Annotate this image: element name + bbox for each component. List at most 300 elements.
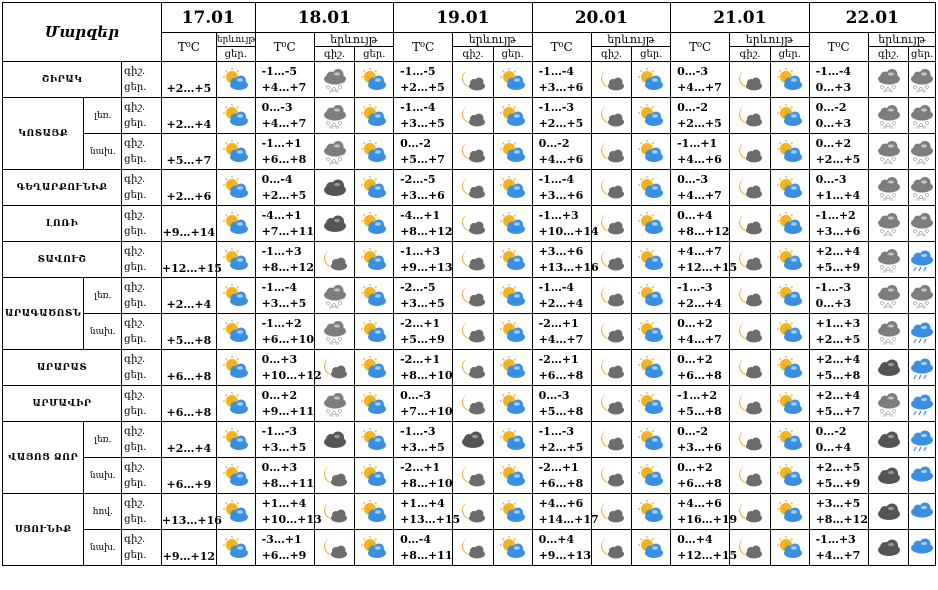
period-labels: գիշ. ցեր.: [122, 458, 162, 494]
subregion-label: նախ.: [84, 134, 122, 170]
weather-cell: [770, 170, 809, 206]
weather-cell: [591, 386, 632, 422]
cloud-snow-icon: [876, 145, 902, 158]
weather-cell: [493, 314, 532, 350]
weather-cell: [868, 314, 909, 350]
temp-range: -1…-5 +2…+5: [394, 62, 453, 98]
region-name: ՎԱՅՈՑ ՁՈՐ: [3, 422, 84, 494]
weather-cell: [770, 458, 809, 494]
weather-cell: [632, 350, 671, 386]
moon-cloud-icon: [460, 505, 486, 518]
temp-range: -1…-5 +4…+7: [255, 62, 314, 98]
weather-cell: [909, 386, 936, 422]
subregion-label: նախ.: [84, 458, 122, 494]
table-row: [3, 422, 936, 458]
sun-cloud-icon: [361, 289, 387, 302]
period-labels: գիշ. ցեր.: [122, 314, 162, 350]
weather-cell: [314, 242, 355, 278]
sun-cloud-icon: [223, 217, 249, 230]
period-labels: գիշ. ցեր.: [122, 386, 162, 422]
weather-cell: [730, 314, 771, 350]
sun-cloud-icon: [777, 145, 803, 158]
weather-cell: [216, 62, 255, 98]
sun-cloud-icon: [361, 433, 387, 446]
sun-cloud-icon: [638, 181, 664, 194]
sun-cloud-icon: [500, 541, 526, 554]
moon-cloud-icon: [737, 217, 763, 230]
cloud-snow-icon: [876, 73, 902, 86]
weather-cell: [493, 278, 532, 314]
moon-cloud-icon: [737, 361, 763, 374]
sun-cloud-icon: [361, 397, 387, 410]
moon-cloud-icon: [460, 289, 486, 302]
weather-cell: [453, 278, 494, 314]
temp-range: -1…+2 +6…+10: [255, 314, 314, 350]
weather-cell: [632, 134, 671, 170]
weather-cell: [355, 386, 394, 422]
period-labels: գիշ. ցեր.: [122, 62, 162, 98]
temp-header: T⁰C: [532, 33, 591, 62]
day-temp: +2…+6: [161, 170, 216, 206]
weather-cell: [868, 134, 909, 170]
day-temp: +2…+5: [161, 62, 216, 98]
moon-cloud-icon: [460, 73, 486, 86]
cloud-rain-icon: [909, 325, 935, 338]
temp-range: -1…+2 +5…+8: [671, 386, 730, 422]
moon-cloud-icon: [599, 145, 625, 158]
weather-cell: [632, 62, 671, 98]
sun-cloud-icon: [500, 325, 526, 338]
weather-cell: [730, 350, 771, 386]
dark-cloud-icon: [322, 181, 348, 194]
moon-cloud-icon: [599, 73, 625, 86]
weather-cell: [314, 62, 355, 98]
sun-cloud-icon: [361, 325, 387, 338]
region-name: ԱՐԱԳԱԾՈՏՆ: [3, 278, 84, 350]
sun-cloud-icon: [777, 433, 803, 446]
moon-cloud-icon: [737, 469, 763, 482]
weather-cell: [216, 134, 255, 170]
sun-cloud-icon: [638, 73, 664, 86]
weather-cell: [493, 422, 532, 458]
weather-cell: [730, 134, 771, 170]
weather-cell: [355, 314, 394, 350]
table-row: [3, 134, 936, 170]
day-temp: +6…+8: [161, 386, 216, 422]
table-row: [3, 206, 936, 242]
weather-cell: [355, 350, 394, 386]
dark-cloud-icon: [876, 505, 902, 518]
day-temp: +6…+9: [161, 458, 216, 494]
period-labels: գիշ. ցեր.: [122, 170, 162, 206]
weather-cell: [493, 494, 532, 530]
night-subheader: գիշ.: [314, 47, 355, 62]
temp-range: 0…+2 +6…+8: [671, 458, 730, 494]
temp-range: 0…-3 +4…+7: [255, 98, 314, 134]
weather-cell: [909, 314, 936, 350]
weather-cell: [355, 422, 394, 458]
temp-range: +4…+7 +12…+15: [671, 242, 730, 278]
temp-range: -1…-3 +2…+5: [532, 422, 591, 458]
temp-range: -4…+1 +7…+11: [255, 206, 314, 242]
dark-cloud-icon: [876, 469, 902, 482]
weather-cell: [632, 422, 671, 458]
weather-cell: [909, 242, 936, 278]
weather-cell: [314, 530, 355, 566]
weather-cell: [770, 278, 809, 314]
day-temp: +13…+16: [161, 494, 216, 530]
sun-cloud-icon: [361, 505, 387, 518]
weather-cell: [868, 206, 909, 242]
blue-cloud-icon: [909, 469, 935, 482]
temp-range: -2…+1 +5…+9: [394, 314, 453, 350]
weather-cell: [909, 62, 936, 98]
sun-cloud-icon: [638, 361, 664, 374]
weather-cell: [216, 242, 255, 278]
weather-cell: [355, 134, 394, 170]
temp-range: -1…+1 +4…+6: [671, 134, 730, 170]
date-header: 20.01: [532, 3, 671, 33]
sun-cloud-icon: [500, 253, 526, 266]
weather-cell: [314, 458, 355, 494]
moon-cloud-icon: [599, 433, 625, 446]
moon-cloud-icon: [599, 253, 625, 266]
moon-cloud-icon: [599, 541, 625, 554]
moon-cloud-icon: [460, 541, 486, 554]
temp-range: -1…+3 +10…+14: [532, 206, 591, 242]
cloud-snow-icon: [909, 145, 935, 158]
temp-range: -1…+1 +6…+8: [255, 134, 314, 170]
weather-cell: [770, 314, 809, 350]
sun-cloud-icon: [638, 469, 664, 482]
day-subheader: ցեր.: [909, 47, 936, 62]
region-name: ԱՐԱՐԱՏ: [3, 350, 122, 386]
temp-range: -2…+1 +4…+7: [532, 314, 591, 350]
sun-cloud-icon: [500, 361, 526, 374]
moon-cloud-icon: [460, 253, 486, 266]
weather-cell: [868, 530, 909, 566]
date-header: 18.01: [255, 3, 394, 33]
moon-cloud-icon: [737, 325, 763, 338]
temp-range: +3…+5 +8…+12: [809, 494, 868, 530]
sun-cloud-icon: [638, 253, 664, 266]
table-row: [3, 314, 936, 350]
weather-cell: [314, 422, 355, 458]
sun-cloud-icon: [223, 289, 249, 302]
subregion-label: լեռ.: [84, 278, 122, 314]
weather-cell: [632, 170, 671, 206]
day-subheader: ցեր.: [493, 47, 532, 62]
table-row: [3, 458, 936, 494]
temp-range: -2…-5 +3…+6: [394, 170, 453, 206]
weather-cell: [216, 530, 255, 566]
sun-cloud-icon: [638, 505, 664, 518]
weather-cell: [453, 350, 494, 386]
cloud-snow-icon: [909, 181, 935, 194]
weather-cell: [868, 422, 909, 458]
period-labels: գիշ. ցեր.: [122, 242, 162, 278]
dark-cloud-icon: [876, 361, 902, 374]
moon-cloud-icon: [322, 541, 348, 554]
temp-range: 0…-3 +7…+10: [394, 386, 453, 422]
weather-cell: [909, 458, 936, 494]
sun-cloud-icon: [223, 469, 249, 482]
phenomena-header: երևույթ: [314, 33, 393, 47]
day-temp: +5…+7: [161, 134, 216, 170]
temp-range: 0…+3 +8…+11: [255, 458, 314, 494]
weather-cell: [355, 242, 394, 278]
sun-cloud-icon: [500, 73, 526, 86]
night-subheader: գիշ.: [730, 47, 771, 62]
temp-range: -1…+3 +9…+13: [394, 242, 453, 278]
weather-cell: [216, 350, 255, 386]
weather-cell: [493, 134, 532, 170]
sun-cloud-icon: [500, 397, 526, 410]
cloud-rain-icon: [909, 433, 935, 446]
weather-cell: [730, 170, 771, 206]
moon-cloud-icon: [322, 469, 348, 482]
weather-cell: [730, 98, 771, 134]
weather-cell: [909, 170, 936, 206]
temp-range: +3…+6 +13…+16: [532, 242, 591, 278]
sun-cloud-icon: [638, 541, 664, 554]
temp-range: -3…+1 +6…+9: [255, 530, 314, 566]
day-temp: +2…+4: [161, 278, 216, 314]
cloud-snow-icon: [909, 109, 935, 122]
temp-range: 0…+2 +6…+8: [671, 350, 730, 386]
moon-cloud-icon: [322, 253, 348, 266]
moon-cloud-icon: [599, 505, 625, 518]
weather-cell: [216, 278, 255, 314]
temp-header: T⁰C: [394, 33, 453, 62]
day-temp: +9…+14: [161, 206, 216, 242]
sun-cloud-icon: [361, 109, 387, 122]
weather-cell: [493, 458, 532, 494]
weather-cell: [453, 170, 494, 206]
weather-cell: [314, 170, 355, 206]
sun-cloud-icon: [223, 505, 249, 518]
weather-cell: [493, 170, 532, 206]
day-temp: +9…+12: [161, 530, 216, 566]
sun-cloud-icon: [223, 397, 249, 410]
weather-cell: [591, 422, 632, 458]
regions-header: Մարզեր: [3, 3, 162, 62]
sun-cloud-icon: [777, 109, 803, 122]
weather-cell: [216, 386, 255, 422]
sun-cloud-icon: [777, 325, 803, 338]
period-labels: գիշ. ցեր.: [122, 134, 162, 170]
temp-range: 0…+4 +12…+15: [671, 530, 730, 566]
date-header: 21.01: [671, 3, 810, 33]
moon-cloud-icon: [460, 109, 486, 122]
sun-cloud-icon: [223, 361, 249, 374]
weather-cell: [909, 350, 936, 386]
temp-range: -1…-4 0…+3: [809, 62, 868, 98]
temp-header: T⁰C: [255, 33, 314, 62]
moon-cloud-icon: [460, 145, 486, 158]
sun-cloud-icon: [500, 289, 526, 302]
moon-cloud-icon: [737, 109, 763, 122]
moon-cloud-icon: [460, 325, 486, 338]
sun-cloud-icon: [638, 289, 664, 302]
temp-range: 0…-3 +4…+7: [671, 62, 730, 98]
weather-cell: [493, 350, 532, 386]
day-temp: +2…+4: [161, 98, 216, 134]
moon-cloud-icon: [599, 181, 625, 194]
phenomena-header: երևույթ: [216, 34, 256, 45]
moon-cloud-icon: [737, 289, 763, 302]
table-row: [3, 170, 936, 206]
weather-cell: [355, 278, 394, 314]
dark-cloud-icon: [322, 217, 348, 230]
weather-cell: [216, 314, 255, 350]
weather-cell: [591, 530, 632, 566]
sun-cloud-icon: [500, 145, 526, 158]
moon-cloud-icon: [599, 469, 625, 482]
weather-cell: [909, 206, 936, 242]
sun-cloud-icon: [361, 181, 387, 194]
weather-cell: [591, 134, 632, 170]
weather-cell: [909, 98, 936, 134]
cloud-snow-icon: [322, 73, 348, 86]
night-subheader: գիշ.: [453, 47, 494, 62]
dark-cloud-icon: [876, 541, 902, 554]
cloud-snow-icon: [876, 253, 902, 266]
temp-range: 0…-2 +5…+7: [394, 134, 453, 170]
sun-cloud-icon: [500, 181, 526, 194]
weather-cell: [355, 494, 394, 530]
subregion-label: լեռ.: [84, 98, 122, 134]
temp-range: 0…-2 +4…+6: [532, 134, 591, 170]
moon-cloud-icon: [599, 325, 625, 338]
cloud-snow-icon: [876, 397, 902, 410]
cloud-snow-icon: [322, 397, 348, 410]
moon-cloud-icon: [737, 73, 763, 86]
cloud-snow-icon: [322, 325, 348, 338]
weather-cell: [770, 134, 809, 170]
weather-cell: [770, 62, 809, 98]
date-header: 19.01: [394, 3, 533, 33]
weather-cell: [909, 530, 936, 566]
sun-cloud-icon: [638, 325, 664, 338]
weather-cell: [770, 206, 809, 242]
temp-range: -1…+3 +8…+12: [255, 242, 314, 278]
phenomena-header: երևույթ: [868, 33, 935, 47]
weather-cell: [909, 134, 936, 170]
weather-cell: [355, 458, 394, 494]
table-row: [3, 98, 936, 134]
weather-cell: [632, 494, 671, 530]
weather-cell: [216, 170, 255, 206]
weather-cell: [730, 278, 771, 314]
sun-cloud-icon: [777, 541, 803, 554]
temp-range: 0…+4 +8…+12: [671, 206, 730, 242]
weather-cell: [591, 98, 632, 134]
night-subheader: գիշ.: [868, 47, 909, 62]
weather-cell: [632, 278, 671, 314]
weather-cell: [868, 242, 909, 278]
weather-cell: [493, 98, 532, 134]
weather-cell: [730, 458, 771, 494]
temp-range: -1…+3 +4…+7: [809, 530, 868, 566]
table-row: [3, 242, 936, 278]
day-subheader: ցեր.: [770, 47, 809, 62]
temp-header: T⁰C: [671, 33, 730, 62]
weather-cell: [493, 386, 532, 422]
temp-header: T⁰C: [161, 33, 216, 62]
sun-cloud-icon: [500, 217, 526, 230]
moon-cloud-icon: [737, 505, 763, 518]
region-name: ԱՐՄԱՎԻՐ: [3, 386, 122, 422]
weather-cell: [216, 458, 255, 494]
temp-range: 0…-2 0…+3: [809, 98, 868, 134]
weather-cell: [453, 242, 494, 278]
temp-range: 0…-3 +1…+4: [809, 170, 868, 206]
temp-range: 0…-2 +3…+6: [671, 422, 730, 458]
moon-cloud-icon: [460, 469, 486, 482]
sun-cloud-icon: [361, 73, 387, 86]
cloud-snow-icon: [876, 289, 902, 302]
weather-cell: [453, 98, 494, 134]
cloud-rain-icon: [909, 397, 935, 410]
sun-cloud-icon: [223, 433, 249, 446]
sun-cloud-icon: [223, 253, 249, 266]
weather-cell: [868, 278, 909, 314]
weather-cell: [453, 206, 494, 242]
weather-cell: [355, 206, 394, 242]
cloud-snow-icon: [322, 289, 348, 302]
table-row: [3, 278, 936, 314]
sun-cloud-icon: [777, 73, 803, 86]
sun-cloud-icon: [361, 145, 387, 158]
region-name: ՇԻՐԱԿ: [3, 62, 122, 98]
dark-cloud-icon: [876, 433, 902, 446]
sun-cloud-icon: [638, 397, 664, 410]
phenomena-header: երևույթ: [453, 33, 532, 47]
period-labels: գիշ. ցեր.: [122, 206, 162, 242]
moon-cloud-icon: [737, 181, 763, 194]
temp-range: -1…-3 +3…+5: [255, 422, 314, 458]
day-subheader: ցեր.: [632, 47, 671, 62]
weather-cell: [632, 242, 671, 278]
day-temp: +5…+8: [161, 314, 216, 350]
sun-cloud-icon: [777, 253, 803, 266]
weather-cell: [591, 170, 632, 206]
period-labels: գիշ. ցեր.: [122, 98, 162, 134]
temp-range: 0…-2 0…+4: [809, 422, 868, 458]
temp-range: 0…-4 +2…+5: [255, 170, 314, 206]
weather-cell: [314, 134, 355, 170]
temp-header: T⁰C: [809, 33, 868, 62]
table-row: [3, 530, 936, 566]
period-labels: գիշ. ցեր.: [122, 278, 162, 314]
sun-cloud-icon: [777, 397, 803, 410]
weather-cell: [216, 494, 255, 530]
night-subheader: գիշ.: [591, 47, 632, 62]
moon-cloud-icon: [599, 217, 625, 230]
sun-cloud-icon: [361, 217, 387, 230]
weather-cell: [868, 98, 909, 134]
sun-cloud-icon: [223, 541, 249, 554]
sun-cloud-icon: [223, 145, 249, 158]
weather-cell: [770, 422, 809, 458]
weather-cell: [453, 422, 494, 458]
sun-cloud-icon: [777, 217, 803, 230]
weather-cell: [591, 350, 632, 386]
weather-cell: [591, 314, 632, 350]
sun-cloud-icon: [638, 433, 664, 446]
temp-range: 0…+2 +2…+5: [809, 134, 868, 170]
